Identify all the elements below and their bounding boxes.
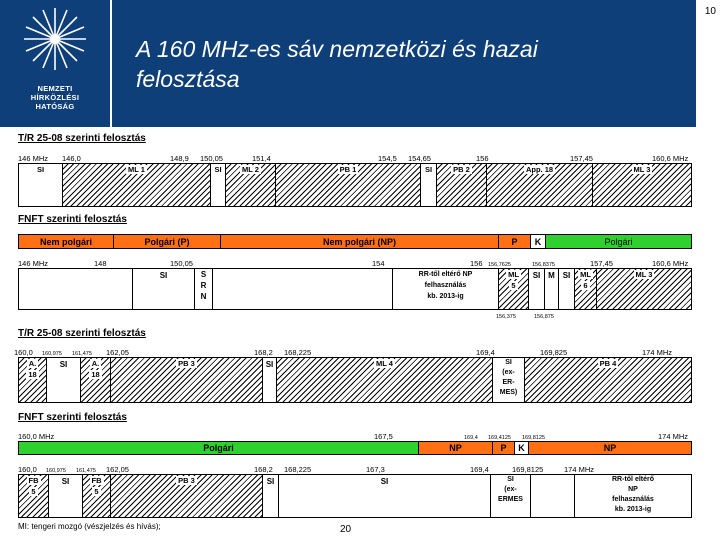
freq-label: 160,6 MHz xyxy=(652,154,689,163)
band-cell xyxy=(213,269,393,309)
band-cell: PB 3 xyxy=(111,475,263,517)
freq-label: 156 xyxy=(470,259,483,268)
freq-label: 162,05 xyxy=(106,465,129,474)
freq-label: 161,475 xyxy=(72,351,92,357)
band-cell xyxy=(531,475,575,517)
band-cell: K xyxy=(531,235,546,248)
band-cell: SI xyxy=(211,164,226,206)
band-cell: PB 1 xyxy=(276,164,421,206)
band-cell: RR-től eltérő NP felhasználás kb. 2013-ig xyxy=(393,269,499,309)
logo xyxy=(0,0,110,127)
band-cell: SI (ex- ER- MES) xyxy=(493,358,525,402)
freq-label: 174 MHz xyxy=(642,348,673,357)
freq-label: 146,0 xyxy=(62,154,81,163)
band-cell: SI xyxy=(559,269,575,309)
band-cell: Polgári (P) xyxy=(114,235,221,248)
band-cell: Polgári xyxy=(19,442,419,454)
freq-label: 146 MHz xyxy=(18,259,49,268)
band-cell: M xyxy=(545,269,559,309)
freq-label: 154,5 xyxy=(378,154,397,163)
band-cell: SI xyxy=(263,358,277,402)
freq-label: 162,05 xyxy=(106,348,129,357)
section-label-fnft2: FNFT szerinti felosztás xyxy=(18,412,127,423)
freq-label: 160,6 MHz xyxy=(652,259,689,268)
band-cell: PB 2 xyxy=(437,164,487,206)
freq-label: 169,8125 xyxy=(512,465,544,474)
freq-label: 160,975 xyxy=(42,351,62,357)
freq-label: 169,4 xyxy=(464,435,478,441)
band-cell: App. 18 xyxy=(487,164,593,206)
freq-label: 148,9 xyxy=(170,154,189,163)
band-cell: Polgári xyxy=(546,235,691,248)
band-cell: SI xyxy=(263,475,279,517)
freq-label: 169,4125 xyxy=(488,435,511,441)
freq-label: 168,225 xyxy=(284,465,312,474)
band-cell: A. 18 xyxy=(81,358,111,402)
freq-label: 168,2 xyxy=(254,348,273,357)
band-cell: ML 5 xyxy=(499,269,529,309)
page-number: 10 xyxy=(704,6,716,17)
band-cell: SI xyxy=(133,269,195,309)
band-cell: P xyxy=(499,235,531,248)
freq-label: 151,4 xyxy=(252,154,271,163)
freq-label: 154,65 xyxy=(408,154,431,163)
band-cell: SI xyxy=(49,475,83,517)
freq-label: 157,45 xyxy=(570,154,593,163)
footnote: MI: tengeri mozgó (vészjelzés és hívás); xyxy=(18,522,161,531)
freq-label: 174 MHz xyxy=(564,465,595,474)
band-cell: ML 2 xyxy=(226,164,276,206)
band-cell: SI xyxy=(279,475,491,517)
band-cell: PB 3 xyxy=(111,358,263,402)
fnft1-band xyxy=(18,234,692,249)
header xyxy=(0,0,720,127)
freq-label: 169,8125 xyxy=(522,435,545,441)
freq-label: 174 MHz xyxy=(658,432,689,441)
freq-label: 160,0 xyxy=(14,348,33,357)
band-cell: ML 4 xyxy=(277,358,493,402)
freq-label: 169,4 xyxy=(470,465,489,474)
band-cell: P xyxy=(493,442,515,454)
page-title: A 160 MHz-es sáv nemzetközi és hazai felosztása xyxy=(136,36,538,92)
band-cell: SI xyxy=(529,269,545,309)
band-cell: NP xyxy=(419,442,493,454)
freq-label: 167,3 xyxy=(366,465,385,474)
band-cell: PB 4 xyxy=(525,358,691,402)
freq-label: 161,475 xyxy=(76,468,96,474)
section-label-tr1: T/R 25-08 szerinti felosztás xyxy=(18,133,146,144)
band-cell: NP xyxy=(529,442,691,454)
logo-text: NEMZETI HÍRKÖZLÉSI HATÓSÁG xyxy=(30,84,80,111)
section-label-tr2: T/R 25-08 szerinti felosztás xyxy=(18,328,146,339)
tr1-row xyxy=(18,163,692,207)
freq-label: 154 xyxy=(372,259,385,268)
freq-label: 156 xyxy=(476,154,489,163)
band-cell: Nem polgári xyxy=(19,235,114,248)
row6 xyxy=(18,474,692,518)
freq-label: 148 xyxy=(94,259,107,268)
freq-label: 160,0 xyxy=(18,465,37,474)
freq-label: 167,5 xyxy=(374,432,393,441)
fnft2-band xyxy=(18,441,692,455)
band-cell: K xyxy=(515,442,529,454)
band-cell: FB 5 xyxy=(19,475,49,517)
band-cell: S R N xyxy=(195,269,213,309)
freq-label: 160,0 MHz xyxy=(18,432,55,441)
freq-label: 157,45 xyxy=(590,259,613,268)
freq-label: 150,05 xyxy=(170,259,193,268)
freq-label: 169,4 xyxy=(476,348,495,357)
band-cell: SI xyxy=(47,358,81,402)
band-cell: SI (ex- ERMES xyxy=(491,475,531,517)
band-cell: RR-től eltérő NP felhasználás kb. 2013-ig xyxy=(612,476,654,513)
freq-label: 168,2 xyxy=(254,465,273,474)
band-cell: SI xyxy=(19,164,63,206)
freq-label: 150,05 xyxy=(200,154,223,163)
freq-label: 160,975 xyxy=(46,468,66,474)
section-label-fnft1: FNFT szerinti felosztás xyxy=(18,214,127,225)
band-cell: SI xyxy=(421,164,437,206)
tr2-row xyxy=(18,357,692,403)
band-cell: ML 1 xyxy=(63,164,211,206)
freq-label: 156,375 xyxy=(496,314,516,320)
freq-label: 169,825 xyxy=(540,348,568,357)
band-cell xyxy=(19,269,133,309)
freq-label: 168,225 xyxy=(284,348,312,357)
freq-label: 156,875 xyxy=(534,314,554,320)
band-cell: A. 18 xyxy=(19,358,47,402)
band-cell: Nem polgári (NP) xyxy=(221,235,499,248)
freq-label: 156,7625 xyxy=(488,262,511,268)
star-logo-icon xyxy=(22,6,88,72)
band-cell: ML 6 xyxy=(575,269,597,309)
band-cell: ML 3 xyxy=(597,269,691,309)
band-cell: FB 5 xyxy=(83,475,111,517)
freq-label: 156,8375 xyxy=(532,262,555,268)
band-cell: ML 3 xyxy=(593,164,691,206)
freq-label: 146 MHz xyxy=(18,154,49,163)
row3 xyxy=(18,268,692,310)
footer-page-number: 20 xyxy=(340,524,352,535)
